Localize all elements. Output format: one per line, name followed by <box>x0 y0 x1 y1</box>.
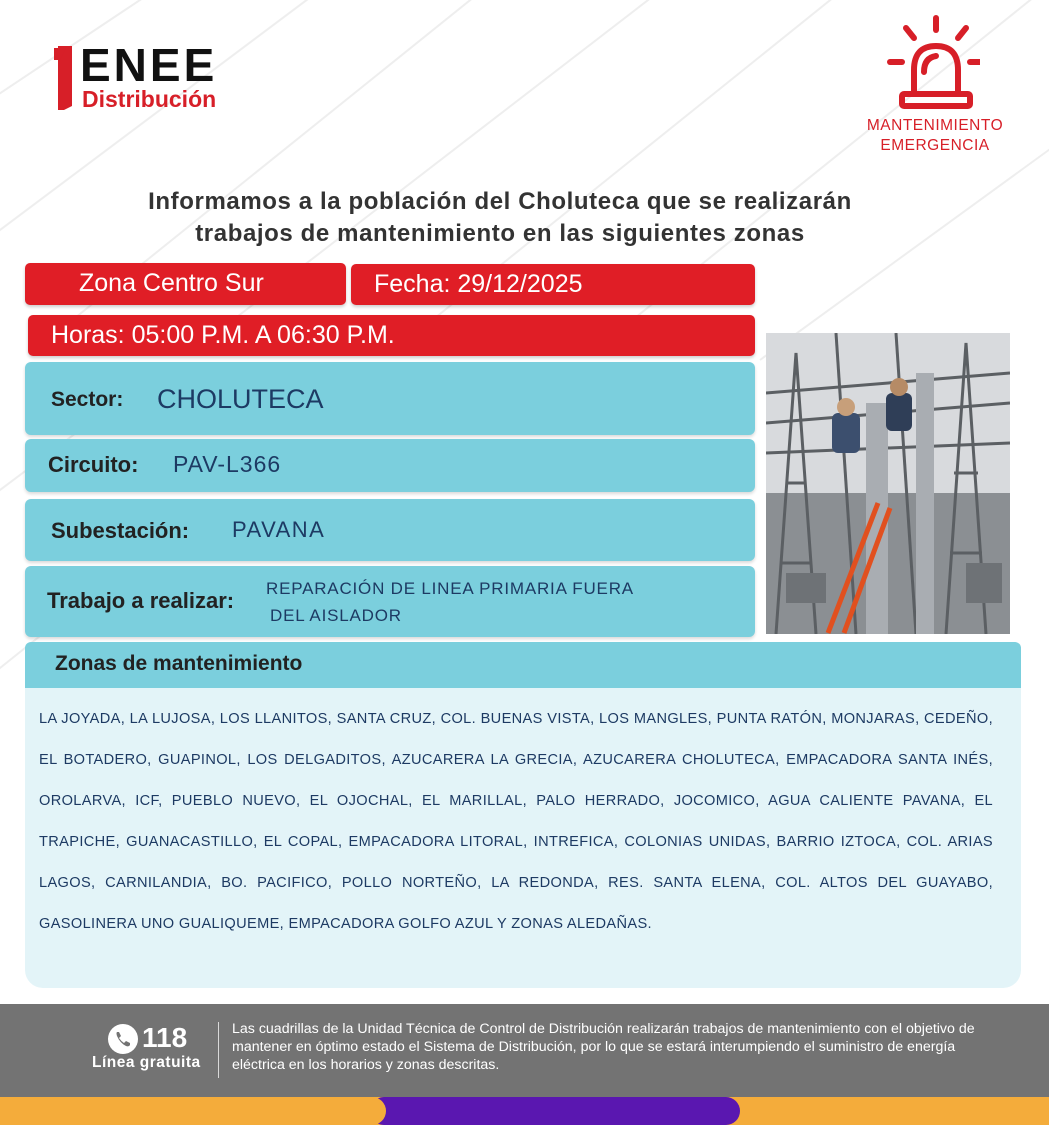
headline-line-1: Informamos a la población del Choluteca que se realizarán <box>148 188 852 215</box>
trabajo-value-line-2: DEL AISLADOR <box>270 606 402 625</box>
sector-row <box>25 362 755 435</box>
headline <box>40 186 960 250</box>
zona-text: Zona Centro Sur <box>79 269 264 297</box>
logo-bolt-mark <box>54 46 76 110</box>
circuito-row <box>25 439 755 492</box>
phone-number: 118 <box>142 1022 188 1053</box>
phone-label: Línea gratuita <box>92 1054 201 1071</box>
trabajo-value-line-1: REPARACIÓN DE LINEA PRIMARIA FUERA <box>266 579 634 598</box>
sector-value: CHOLUTECA <box>157 384 324 414</box>
alert-line-2: EMERGENCIA <box>880 137 990 154</box>
zonas-list-text: LA JOYADA, LA LUJOSA, LOS LLANITOS, SANTA CRUZ, COL. BUENAS VISTA, LOS MANGLES, PUNTA RATÓN, MONJARAS, CEDEÑO, EL BOTADERO, GUAPINOL, LOS DELGADITOS, AZUCARERA LA GRECIA, AZUCARERA CHOLUTECA, EMPACADORA SANTA INÉS, OROLARVA, ICF, PUEBLO NUEVO, EL OJOCHAL, EL MARILLAL, PALO HERRADO, JOCOMICO, AGUA CALIENTE PAVANA, EL TRAPICHE, GUANACASTILLO, EL COPAL, EMPACADORA LITORAL, INTREFICA, COLONIAS UNIDAS, BARRIO IZTOCA, COL. ARIAS LAGOS, CARNILANDIA, BO. PACIFICO, POLLO NORTEÑO, LA REDONDA, RES. SANTA ELENA, COL. ALTOS DEL GUAYABO, GASOLINERA UNO GUALIQUEME, EMPACADORA GOLFO AZUL Y ZONAS ALEDAÑAS. <box>39 711 993 932</box>
substation-photo <box>766 333 1010 634</box>
siren-icon <box>880 14 980 114</box>
subestacion-value: PAVANA <box>232 517 326 542</box>
zonas-title: Zonas de mantenimiento <box>55 652 303 675</box>
alert-line-1: MANTENIMIENTO <box>866 117 1004 134</box>
footer-notice: Las cuadrillas de la Unidad Técnica de Control de Distribución realizarán trabajos de mantenimiento con el objetivo de mantener en óptimo estado el Sistema de Distribución, por lo que se estará interumpiendo el suministro de energía eléctrica en los horarios y zonas descritas. <box>232 1021 975 1073</box>
fecha-text: Fecha: 29/12/2025 <box>374 270 583 298</box>
fecha-badge <box>351 264 755 305</box>
alert-label <box>840 116 1030 156</box>
subestacion-label: Subestación: <box>51 518 190 543</box>
circuito-value: PAV-L366 <box>173 451 282 477</box>
enee-logo <box>54 39 274 114</box>
phone-icon <box>108 1024 138 1054</box>
footer-divider <box>218 1022 219 1078</box>
logo-division-text: Distribución <box>82 86 217 112</box>
sector-label: Sector: <box>51 388 124 411</box>
hotline[interactable] <box>108 1024 208 1058</box>
zonas-header <box>25 642 1021 688</box>
bottom-bar-purple <box>370 1097 740 1125</box>
zonas-panel <box>25 688 1021 988</box>
trabajo-row <box>25 566 755 637</box>
logo-enee-text: ENEE <box>80 39 218 91</box>
horas-text: Horas: 05:00 P.M. A 06:30 P.M. <box>51 321 395 349</box>
headline-line-2: trabajos de mantenimiento en las siguientes zonas <box>195 220 805 247</box>
trabajo-label: Trabajo a realizar: <box>47 588 235 613</box>
horas-badge <box>28 315 755 356</box>
circuito-label: Circuito: <box>48 452 139 477</box>
footer <box>0 1004 1049 1097</box>
zona-badge <box>25 263 346 305</box>
subestacion-row <box>25 499 755 561</box>
